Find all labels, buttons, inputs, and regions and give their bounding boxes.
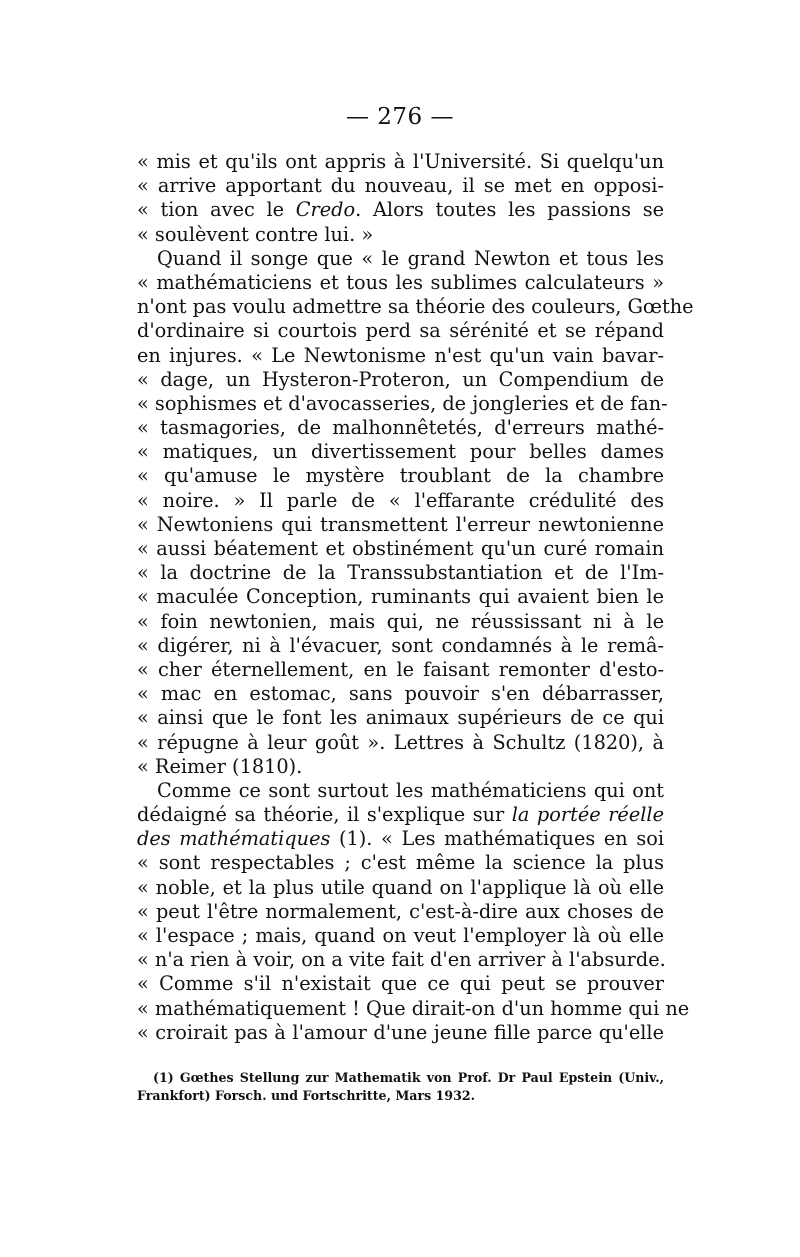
text-line: en injures. « Le Newtonisme n'est qu'un vain bavar-	[137, 343, 664, 367]
paragraph-start-line: Quand il songe que « le grand Newton et tous les	[157, 246, 664, 270]
text-line: dédaigné sa théorie, il s'explique sur la portée réelle	[137, 803, 664, 827]
text-line: « mathématiquement ! Que dirait-on d'un homme qui ne	[137, 996, 690, 1020]
text-line: « matiques, un divertissement pour belles dames	[137, 440, 664, 464]
text-line: d'ordinaire si courtois perd sa sérénité et se répand	[137, 319, 664, 343]
text-line: « sophismes et d'avocasseries, de jongleries et de fan-	[137, 391, 668, 415]
text-line: « n'a rien à voir, on a vite fait d'en arriver à l'absurde.	[137, 948, 666, 972]
text-line: « foin newtonien, mais qui, ne réussissant ni à le	[137, 609, 664, 633]
body-text	[137, 150, 694, 1045]
footnote	[137, 1069, 664, 1105]
text-line: « tion avec le Credo. Alors toutes les passions se	[137, 198, 664, 222]
text-line: « qu'amuse le mystère troublant de la chambre	[137, 464, 664, 488]
text-line: « sont respectables ; c'est même la science la plus	[137, 851, 664, 875]
footnote-line: Frankfort) Forsch. und Fortschritte, Mars 1932.	[137, 1088, 475, 1103]
italic-phrase: des mathématiques	[137, 827, 331, 851]
text-line: « tasmagories, de malhonnêtetés, d'erreurs mathé-	[137, 416, 664, 440]
text-line: « croirait pas à l'amour d'une jeune fille parce qu'elle	[137, 1020, 664, 1044]
text-line: « maculée Conception, ruminants qui avaient bien le	[137, 585, 664, 609]
text-line: « noble, et la plus utile quand on l'applique là où elle	[137, 875, 664, 899]
page-number: — 276 —	[345, 104, 455, 130]
text-line: « cher éternellement, en le faisant remonter d'esto-	[137, 657, 664, 681]
footnote-line: (1) Gœthes Stellung zur Mathematik von Prof. Dr Paul Epstein (Univ.,	[153, 1070, 664, 1085]
text-line: « l'espace ; mais, quand on veut l'employer là où elle	[137, 924, 664, 947]
text-line: « mathématiciens et tous les sublimes calculateurs »	[137, 270, 664, 294]
text-line: « Reimer (1810).	[137, 754, 303, 778]
text-line: « mac en estomac, sans pouvoir s'en débarrasser,	[137, 682, 664, 706]
text-line: « aussi béatement et obstinément qu'un curé romain	[137, 537, 664, 560]
text-line: « la doctrine de la Transsubstantiation et de l'Im-	[137, 561, 664, 585]
text-line: « répugne à leur goût ». Lettres à Schultz (1820), à	[137, 730, 664, 754]
text-line: « peut l'être normalement, c'est-à-dire aux choses de	[137, 899, 664, 923]
text-line: « ainsi que le font les animaux supérieurs de ce qui	[137, 706, 664, 730]
paragraph-start-line: Comme ce sont surtout les mathématiciens qui ont	[157, 778, 664, 802]
text-line: n'ont pas voulu admettre sa théorie des couleurs, Gœthe	[137, 295, 694, 319]
text-line: « digérer, ni à l'évacuer, sont condamnés à le remâ-	[137, 633, 664, 657]
text-line: « dage, un Hysteron-Proteron, un Compendium de	[137, 367, 664, 391]
text-line: « Newtoniens qui transmettent l'erreur newtonienne	[137, 512, 664, 536]
text-line: « Comme s'il n'existait que ce qui peut se prouver	[137, 972, 664, 996]
text-line: « soulèvent contre lui. »	[137, 222, 374, 246]
text-line: des mathématiques (1). « Les mathématiques en soi	[137, 827, 664, 851]
italic-phrase: la portée réelle	[511, 803, 664, 827]
text-line: « mis et qu'ils ont appris à l'Université. Si quelqu'un	[137, 150, 664, 173]
italic-phrase: Credo	[295, 198, 356, 222]
text-line: « noire. » Il parle de « l'effarante crédulité des	[137, 488, 664, 512]
text-line: « arrive apportant du nouveau, il se met en opposi-	[137, 174, 664, 198]
